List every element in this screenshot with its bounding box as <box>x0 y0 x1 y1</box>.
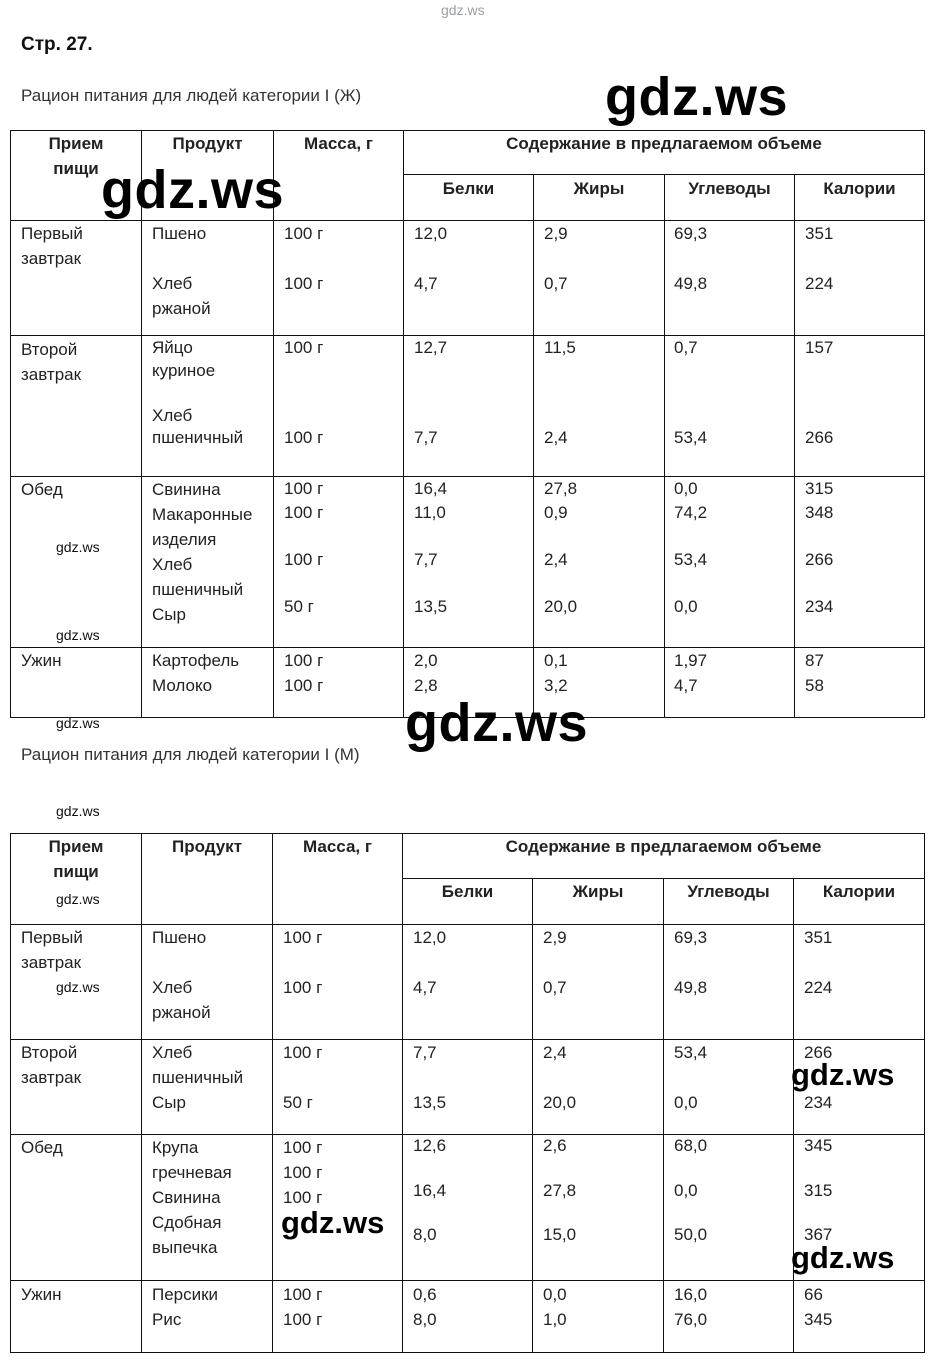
watermark: gdz.ws <box>791 1240 895 1275</box>
table-cell: Картофель Молоко <box>152 651 240 695</box>
table-cell: Второй завтрак <box>21 340 82 384</box>
watermark: gdz.ws <box>101 160 285 220</box>
table-cell: 16,0 76,0 <box>674 1285 708 1329</box>
watermark: gdz.ws <box>605 67 789 127</box>
table-cell: Первый завтрак <box>21 224 83 268</box>
table-cell: 12,0 4,7 <box>413 928 447 997</box>
table-cell: Пшено Хлеб ржаной <box>152 224 211 318</box>
table-cell: 100 г 100 г <box>283 1285 323 1329</box>
table-cell: Обед <box>21 1138 63 1157</box>
table-cell: 16,4 11,0 7,7 13,5 <box>414 479 448 616</box>
watermark: gdz.ws <box>405 693 589 753</box>
table-cell: 12,7 7,7 <box>414 338 448 447</box>
table2-caption: Рацион питания для людей категории I (М) <box>21 745 360 764</box>
table-cell: 100 г 100 г 100 г 50 г <box>284 479 324 616</box>
watermark: gdz.ws <box>56 891 100 907</box>
table-cell: 100 г 100 г 100 г <box>283 1138 323 1207</box>
watermark: gdz.ws <box>56 979 100 995</box>
watermark: gdz.ws <box>56 627 100 643</box>
header-mass: Масса, г <box>303 837 372 856</box>
table-cell: Крупа гречневая Свинина Сдобная выпечка <box>152 1138 232 1257</box>
table-cell: Хлеб пшеничный Сыр <box>152 1043 244 1112</box>
table-cell: 1,97 4,7 <box>674 651 708 695</box>
header-protein: Белки <box>441 882 494 901</box>
header-calories: Калории <box>823 179 896 198</box>
watermark-top: gdz.ws <box>441 2 485 18</box>
table-cell: Ужин <box>21 651 62 670</box>
table-cell: 68,0 0,0 50,0 <box>674 1136 708 1245</box>
table-cell: 12,6 16,4 8,0 <box>413 1136 447 1245</box>
table-cell: 2,9 0,7 <box>544 224 568 293</box>
table-cell: 157 266 <box>805 338 834 447</box>
watermark: gdz.ws <box>281 1205 385 1240</box>
header-fat: Жиры <box>573 179 625 198</box>
header-mass: Масса, г <box>304 134 373 153</box>
table-cell: 100 г 100 г <box>284 224 324 293</box>
table-cell: 12,0 4,7 <box>414 224 448 293</box>
page-title: Стр. 27. <box>21 34 93 55</box>
table-cell: 100 г 100 г <box>284 338 324 447</box>
table-cell: 0,7 53,4 <box>674 338 708 447</box>
header-carbs: Углеводы <box>688 179 771 198</box>
header-product: Продукт <box>171 837 243 856</box>
watermark: gdz.ws <box>56 803 100 819</box>
table-cell: Обед <box>21 480 63 499</box>
header-fat: Жиры <box>572 882 624 901</box>
table-cell: 2,0 2,8 <box>414 651 438 695</box>
header-meal: Прием пищи <box>48 837 104 881</box>
table-cell: 2,9 0,7 <box>543 928 567 997</box>
table-cell: 66 345 <box>804 1285 833 1329</box>
table-cell: 315 348 266 234 <box>805 479 834 616</box>
table-cell: 351 224 <box>805 224 834 293</box>
table-cell: 0,6 8,0 <box>413 1285 437 1329</box>
header-calories: Калории <box>822 882 896 901</box>
header-meal: Прием пищи <box>48 134 104 178</box>
watermark: gdz.ws <box>56 715 100 731</box>
table-cell: 2,4 20,0 <box>543 1043 577 1112</box>
header-content: Содержание в предлагаемом объеме <box>505 837 822 856</box>
table-cell: 351 224 <box>804 928 833 997</box>
table-cell: 100 г 100 г <box>283 928 323 997</box>
table-cell: 7,7 13,5 <box>413 1043 447 1112</box>
table-cell: 69,3 49,8 <box>674 224 708 293</box>
table-cell: 27,8 0,9 2,4 20,0 <box>544 479 578 616</box>
header-protein: Белки <box>442 179 495 198</box>
table-cell: 11,5 2,4 <box>544 338 576 447</box>
table-cell: Ужин <box>21 1285 62 1304</box>
header-content: Содержание в предлагаемом объеме <box>506 134 822 153</box>
table-cell: 345 315 367 <box>804 1136 833 1245</box>
table1-caption: Рацион питания для людей категории I (Ж) <box>21 86 362 105</box>
table-cell: Яйцо куриное Хлеб пшеничный <box>152 338 244 447</box>
table-cell: 266 234 <box>804 1043 833 1112</box>
table-cell: 0,0 1,0 <box>543 1285 567 1329</box>
header-product: Продукт <box>172 134 243 153</box>
table-cell: Свинина Макаронные изделия Хлеб пшеничный Сыр <box>152 480 253 624</box>
table-cell: Второй завтрак <box>21 1043 82 1087</box>
table-cell: Пшено Хлеб ржаной <box>152 928 211 1022</box>
table-cell: 53,4 0,0 <box>674 1043 708 1112</box>
table-cell: 100 г 100 г <box>284 651 324 695</box>
header-carbs: Углеводы <box>687 882 770 901</box>
watermark: gdz.ws <box>791 1057 895 1092</box>
watermark: gdz.ws <box>56 539 100 555</box>
table-cell: Персики Рис <box>152 1285 219 1329</box>
table-cell: 87 58 <box>805 651 824 695</box>
table-cell: 100 г 50 г <box>283 1043 323 1112</box>
table-cell: 2,6 27,8 15,0 <box>543 1136 577 1245</box>
table-cell: 0,0 74,2 53,4 0,0 <box>674 479 708 616</box>
table-cell: Первый завтрак <box>21 928 83 972</box>
table-cell: 69,3 49,8 <box>674 928 708 997</box>
table-cell: 0,1 3,2 <box>544 651 568 695</box>
